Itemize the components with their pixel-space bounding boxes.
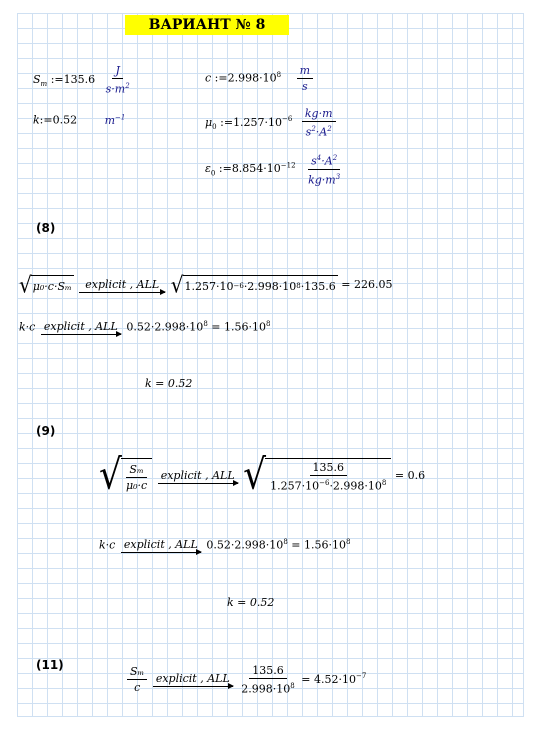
- section-label-11: (11): [36, 658, 64, 672]
- unit-sm: $\frac{J}{s\cdot m^2}$: [105, 64, 130, 96]
- section-label-8: (8): [36, 221, 56, 235]
- symbolic-arrow: explicit , ALL: [158, 469, 238, 484]
- sqrt-symbol: √ $\frac{135.6}{1.257\cdot 10^{-6}\cdot 2.998\cdot 10^8}$: [243, 458, 391, 494]
- def-mu0[interactable]: $\mu_0$ $:=1.257\cdot 10^{-6}$ $\frac{kg\cdot m}{s^2\cdot A^2}$: [205, 106, 336, 140]
- expr-11-1[interactable]: $\frac{\text{Sₘ}}{c}$ explicit , ALL $\frac{135.6}{2.998\cdot 10^8}$ = $4.52\cdot 10^{-7}$: [127, 663, 366, 697]
- expr-8-1[interactable]: √ μ₀·c·Sₘ explicit , ALL √ 1.257·10 −6 ·2.998·10 8 ·135.6 = 226.05: [19, 271, 393, 299]
- section-label-9: (9): [36, 424, 56, 438]
- def-k[interactable]: k:=0.52 $m^{-1}$: [33, 113, 126, 127]
- unit-eps0: $\frac{s^4\cdot A^2}{kg\cdot m^3}$: [305, 151, 343, 187]
- worksheet: [17, 13, 524, 717]
- sqrt-symbol: √ μ₀·c·Sₘ: [19, 271, 72, 299]
- expr-9-2[interactable]: k·c explicit , ALL $0.52\cdot 2.998\cdot 10^8 = 1.56\cdot 10^8$: [99, 538, 351, 552]
- symbolic-arrow: explicit , ALL: [153, 672, 233, 687]
- expr-8-3[interactable]: k = 0.52: [145, 377, 193, 390]
- def-eps0[interactable]: $\varepsilon_0$ $:=8.854\cdot 10^{-12}$ $\frac{s^4\cdot A^2}{kg\cdot m^3}$: [205, 151, 343, 187]
- unit-mu0: $\frac{kg\cdot m}{s^2\cdot A^2}$: [302, 106, 336, 140]
- sqrt-symbol: √ 1.257·10 −6 ·2.998·10 8 ·135.6: [170, 271, 336, 299]
- expr-8-2[interactable]: k·c explicit , ALL $0.52\cdot 2.998\cdot 10^8 = 1.56\cdot 10^8$: [19, 320, 271, 334]
- symbolic-arrow: explicit , ALL: [121, 538, 201, 553]
- def-c[interactable]: c $:=2.998\cdot 10^8$ $\frac{m}{s}$: [205, 63, 313, 94]
- symbolic-arrow: explicit , ALL: [41, 320, 121, 335]
- def-sm[interactable]: $S_m$ :=135.6 $\frac{J}{s\cdot m^2}$: [33, 63, 133, 97]
- unit-c: $\frac{m}{s}$: [297, 63, 313, 94]
- expr-9-1[interactable]: √ $\frac{\text{Sₘ}}{\text{μ₀·c}}$ explicit , ALL √ $\frac{135.6}{1.257\cdot 10^{-6}\cdot 2.998\cdot 10^8}$ = 0.6: [99, 451, 426, 499]
- unit-k: $m^{-1}$: [104, 113, 126, 127]
- expr-9-3[interactable]: k = 0.52: [227, 596, 275, 609]
- symbolic-arrow: explicit , ALL: [79, 278, 165, 293]
- variant-title: ВАРИАНТ № 8: [125, 15, 289, 35]
- sqrt-symbol: √ $\frac{\text{Sₘ}}{\text{μ₀·c}}$: [99, 458, 152, 494]
